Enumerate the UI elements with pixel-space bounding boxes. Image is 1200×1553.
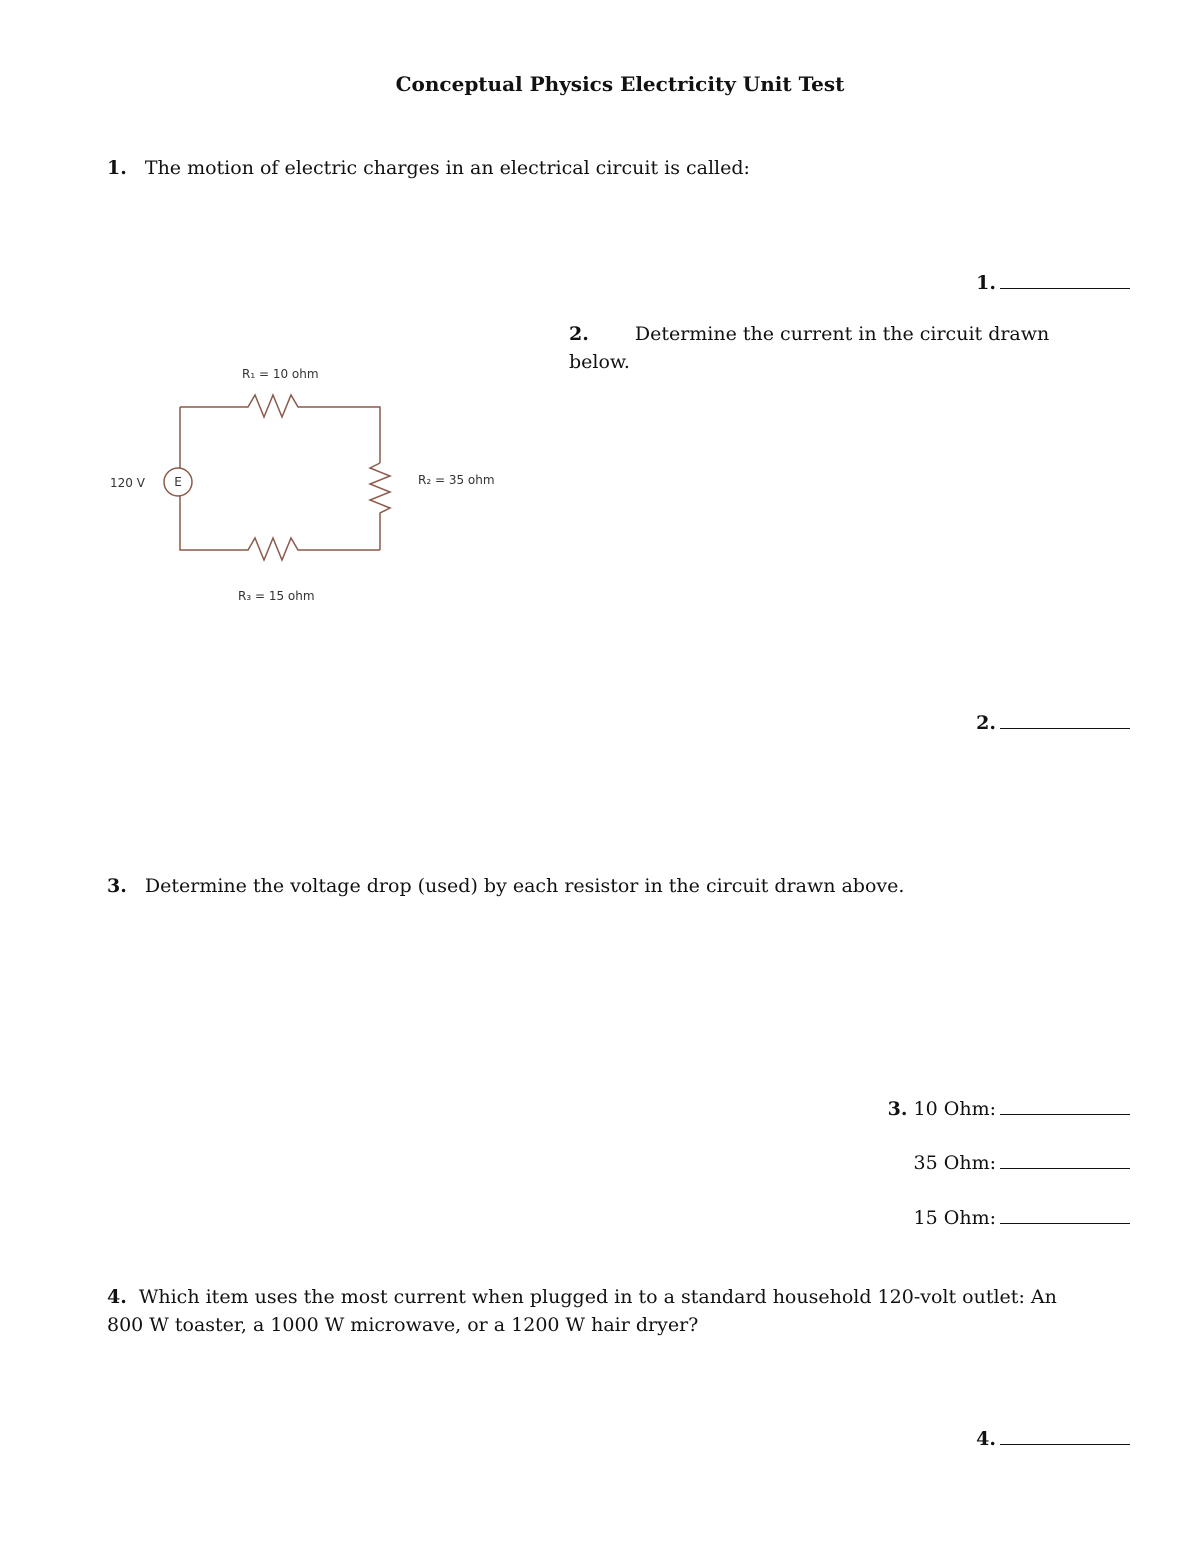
question-2 bbox=[569, 320, 1049, 376]
question-1-text: The motion of electric charges in an electrical circuit is called: bbox=[144, 157, 750, 179]
resistor-r1 bbox=[180, 395, 380, 463]
question-3-number: 3. bbox=[107, 875, 127, 897]
answer-2-blank[interactable] bbox=[1000, 708, 1130, 729]
answer-3-blank-1[interactable] bbox=[1000, 1094, 1130, 1115]
r2-label: R₂ = 35 ohm bbox=[418, 473, 495, 487]
question-1-number: 1. bbox=[107, 157, 127, 179]
question-3 bbox=[107, 872, 904, 900]
answer-3-resistor-2: 35 Ohm: bbox=[913, 1152, 996, 1174]
r3-label: R₃ = 15 ohm bbox=[238, 589, 315, 603]
resistor-r2 bbox=[370, 463, 390, 550]
question-2-text: Determine the current in the circuit drawn bbox=[634, 323, 1050, 345]
circuit-wires bbox=[180, 395, 390, 560]
answer-3-row-2 bbox=[914, 1148, 1130, 1174]
answer-3-resistor-1: 10 Ohm: bbox=[913, 1098, 996, 1120]
resistor-r3 bbox=[180, 495, 380, 560]
answer-1 bbox=[976, 268, 1130, 294]
answer-1-label: 1. bbox=[976, 272, 996, 294]
question-4-text: Which item uses the most current when plugged in to a standard household 120-volt outlet: An bbox=[138, 1286, 1057, 1308]
answer-3-label: 3. bbox=[887, 1098, 908, 1120]
answer-4 bbox=[976, 1424, 1130, 1450]
question-4 bbox=[107, 1283, 1117, 1339]
answer-1-blank[interactable] bbox=[1000, 268, 1130, 289]
circuit-diagram bbox=[100, 355, 520, 615]
answer-2 bbox=[976, 708, 1130, 734]
answer-3-row-3 bbox=[914, 1203, 1130, 1229]
answer-3-resistor-3: 15 Ohm: bbox=[913, 1207, 996, 1229]
answer-4-label: 4. bbox=[976, 1428, 996, 1450]
answer-3-row-1 bbox=[888, 1094, 1130, 1120]
answer-2-label: 2. bbox=[976, 712, 996, 734]
page-title: Conceptual Physics Electricity Unit Test bbox=[395, 72, 845, 96]
question-2-text-cont: below. bbox=[569, 351, 630, 373]
answer-4-blank[interactable] bbox=[1000, 1424, 1130, 1445]
question-4-number: 4. bbox=[107, 1286, 127, 1308]
answer-3-blank-2[interactable] bbox=[1000, 1148, 1130, 1169]
question-1 bbox=[107, 154, 750, 182]
source-symbol: E bbox=[174, 475, 182, 489]
answer-3-blank-3[interactable] bbox=[1000, 1203, 1130, 1224]
r1-label: R₁ = 10 ohm bbox=[242, 367, 319, 381]
question-2-number: 2. bbox=[569, 323, 589, 345]
question-4-text-cont: 800 W toaster, a 1000 W microwave, or a 1200 W hair dryer? bbox=[107, 1314, 699, 1336]
question-3-text: Determine the voltage drop (used) by each resistor in the circuit drawn above. bbox=[144, 875, 905, 897]
source-label: 120 V bbox=[110, 476, 145, 490]
